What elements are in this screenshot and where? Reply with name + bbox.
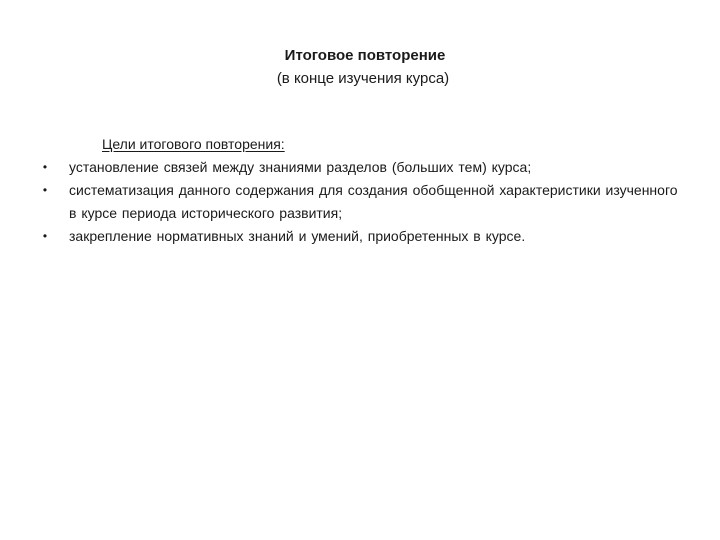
title-block [0,44,720,90]
bullet-icon: • [42,229,48,243]
list-item [40,225,680,248]
bullet-icon: • [42,183,48,197]
bullet-icon: • [42,160,48,174]
goal-list [40,156,680,248]
list-item [40,156,680,179]
goals-heading: Цели итогового повторения: [102,136,285,152]
goal-text: систематизация данного содержания для создания обобщенной характеристики изученного в курсе периода исторического развития; [69,182,678,221]
goal-text: закрепление нормативных знаний и умений, приобретенных в курсе. [69,228,526,244]
slide-title: Итоговое повторение [284,47,446,64]
list-item [40,179,680,225]
goals-section [40,133,680,248]
goal-text: установление связей между знаниями разделов (больших тем) курса; [69,159,532,175]
slide-subtitle: (в конце изучения курса) [276,70,450,87]
